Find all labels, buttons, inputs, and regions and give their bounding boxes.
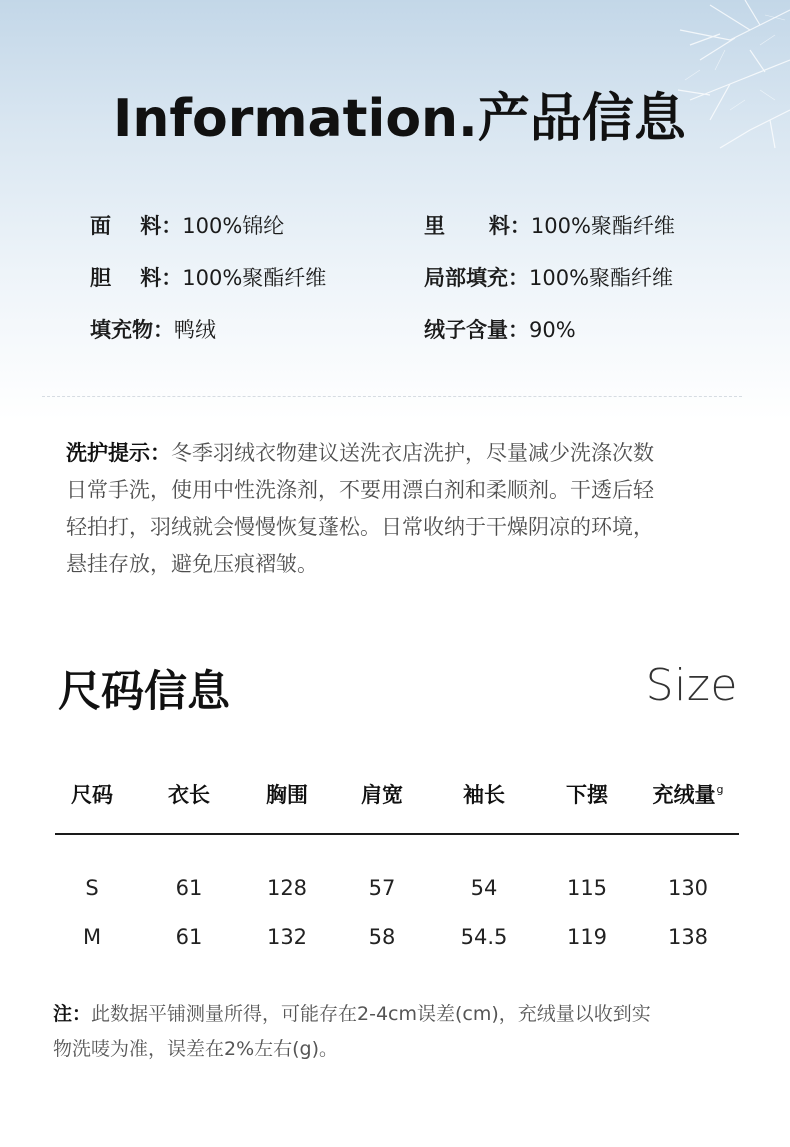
measurement-note	[53, 997, 743, 1067]
note-text: 此数据平铺测量所得，可能存在2-4cm误差(cm)，充绒量以收到实	[91, 1003, 651, 1025]
note-label: 注：	[53, 1003, 92, 1025]
size-section-title: 尺码信息	[58, 667, 230, 717]
size-table-header	[42, 779, 742, 819]
table-cell: 57	[368, 876, 396, 900]
col-header: 充绒量	[652, 783, 716, 807]
care-line: 轻拍打，羽绒就会慢慢恢复蓬松。日常收纳于干燥阴凉的环境，	[66, 515, 654, 539]
col-header: 肩宽	[361, 783, 403, 807]
table-cell: 138	[667, 925, 709, 949]
spec-down-content	[424, 314, 576, 344]
spec-value: 100%聚酯纤维	[529, 266, 674, 290]
table-row	[42, 876, 742, 916]
spec-value: 100%聚酯纤维	[182, 266, 327, 290]
table-header-rule	[55, 833, 739, 835]
table-cell: 54.5	[460, 925, 508, 949]
section-divider	[42, 396, 742, 397]
spec-label: 填充物：	[90, 318, 174, 342]
spec-partial-fill	[424, 262, 673, 292]
table-cell: 132	[266, 925, 308, 949]
table-cell: M	[82, 925, 102, 949]
care-line: 日常手洗，使用中性洗涤剂，不要用漂白剂和柔顺剂。干透后轻	[66, 478, 654, 502]
care-instructions	[66, 435, 746, 583]
unit-superscript: g	[716, 783, 724, 796]
table-cell: 115	[566, 876, 608, 900]
spec-inner	[90, 262, 326, 292]
spec-lining	[424, 210, 675, 240]
table-cell: 54	[470, 876, 498, 900]
spec-label: 胆 料：	[90, 266, 183, 290]
table-cell: 58	[368, 925, 396, 949]
page-title: Information.产品信息	[113, 89, 686, 149]
table-cell: 130	[667, 876, 709, 900]
note-line: 物洗唛为准，误差在2%左右(g)。	[53, 1038, 339, 1060]
table-row	[42, 925, 742, 965]
col-header: 胸围	[266, 783, 308, 807]
spec-fabric	[90, 210, 284, 240]
spec-value: 90%	[529, 318, 576, 342]
col-header: 衣长	[168, 783, 210, 807]
spec-filling	[90, 314, 216, 344]
note-line	[53, 997, 743, 1032]
table-cell: 61	[175, 876, 203, 900]
care-line	[66, 435, 746, 472]
care-label: 洗护提示：	[66, 441, 171, 465]
spec-label: 绒子含量：	[424, 318, 529, 342]
table-cell: S	[85, 876, 99, 900]
spec-label: 局部填充：	[424, 266, 529, 290]
care-text: 冬季羽绒衣物建议送洗衣店洗护，尽量减少洗涤次数	[171, 441, 654, 465]
table-cell: 128	[266, 876, 308, 900]
spec-label: 里 料：	[424, 214, 531, 238]
col-header: 下摆	[566, 783, 608, 807]
spec-value: 100%锦纶	[182, 214, 285, 238]
table-cell: 119	[566, 925, 608, 949]
col-header: 袖长	[463, 783, 505, 807]
spec-value: 100%聚酯纤维	[530, 214, 675, 238]
col-header: 尺码	[71, 783, 113, 807]
table-cell: 61	[175, 925, 203, 949]
spec-label: 面 料：	[90, 214, 183, 238]
col-header-down	[653, 779, 724, 809]
spec-value: 鸭绒	[174, 318, 216, 342]
size-section-title-en: Size	[645, 660, 738, 711]
care-line: 悬挂存放，避免压痕褶皱。	[66, 552, 318, 576]
